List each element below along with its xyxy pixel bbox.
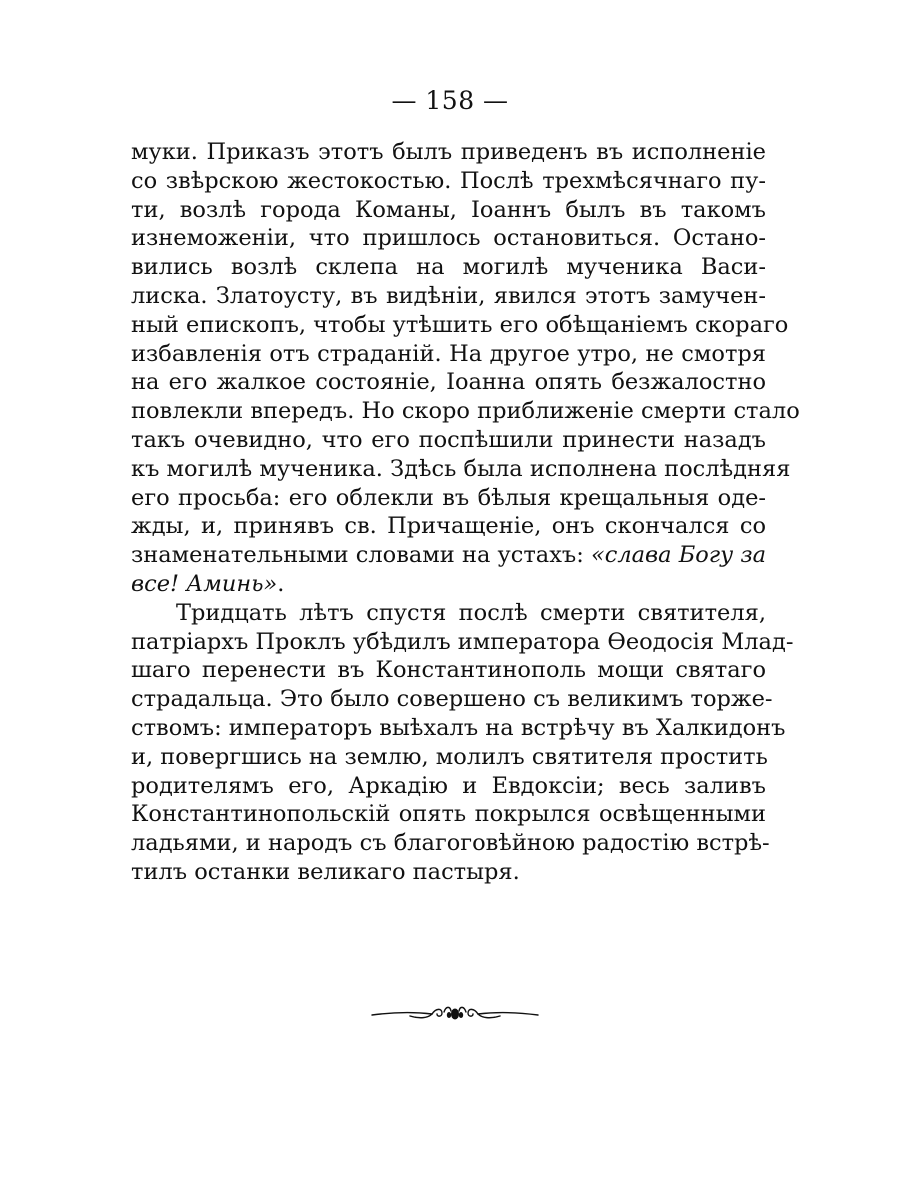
text-line: его просьба: его облекли въ бѣлыя крещальныя оде-	[131, 484, 766, 511]
text-line: родителямъ его, Аркадію и Евдоксіи; весь заливъ	[131, 772, 766, 799]
text-line: Константинопольскій опять покрылся освѣщенными	[131, 801, 766, 828]
italic-quote: все! Аминь»	[131, 570, 278, 597]
page-number: — 158 —	[391, 86, 509, 115]
text-line: ствомъ: императоръ выѣхалъ на встрѣчу въ Халкидонъ	[131, 714, 786, 741]
text-line: такъ очевидно, что его поспѣшили принести назадъ	[131, 426, 766, 453]
paragraph-1	[131, 138, 800, 599]
text-line: шаго перенести въ Константинополь мощи святаго	[131, 657, 766, 684]
text-line: знаменательными словами на устахъ: «слава Богу за	[131, 542, 767, 569]
text-line: ный епископъ, чтобы утѣшить его обѣщаніемъ скораго	[131, 311, 789, 338]
text-line: тилъ останки великаго пастыря.	[131, 858, 520, 885]
text-line: жды, и, принявъ св. Причащеніе, онъ скончался со	[131, 513, 766, 540]
text-line: избавленія отъ страданій. На другое утро, не смотря	[131, 340, 766, 367]
text-line: патріархъ Проклъ убѣдилъ императора Ѳеодосія Млад-	[131, 628, 794, 655]
text-line: со звѣрскою жестокостью. Послѣ трехмѣсячнаго пу-	[131, 167, 766, 194]
italic-quote: «слава Богу за	[590, 542, 767, 569]
tailpiece-ornament	[370, 1000, 540, 1028]
text-line: изнеможеніи, что пришлось остановиться. Остано-	[131, 225, 766, 252]
text-line: Тридцать лѣтъ спустя послѣ смерти святителя,	[176, 599, 766, 626]
text-line: вились возлѣ склепа на могилѣ мученика Васи-	[131, 254, 766, 281]
text-line: повлекли впередъ. Но скоро приближеніе смерти стало	[131, 398, 800, 425]
text-line: на его жалкое состояніе, Іоанна опять безжалостно	[131, 369, 766, 396]
text-line: все! Аминь».	[131, 570, 285, 597]
body-text	[131, 138, 800, 887]
text-line: къ могилѣ мученика. Здѣсь была исполнена послѣдняя	[131, 455, 791, 482]
text-line: муки. Приказъ этотъ былъ приведенъ въ исполненіе	[131, 139, 766, 165]
text-line: и, повергшись на землю, молилъ святителя простить	[131, 743, 768, 770]
text-line: лиска. Златоусту, въ видѣніи, явился этотъ замучен-	[131, 282, 766, 309]
text-line: ладьями, и народъ съ благоговѣйною радостію встрѣ-	[131, 830, 770, 857]
text-line: страдальца. Это было совершено съ великимъ торже-	[131, 686, 773, 713]
paragraph-2	[131, 599, 794, 887]
text-line: ти, возлѣ города Команы, Іоаннъ былъ въ такомъ	[131, 196, 766, 223]
